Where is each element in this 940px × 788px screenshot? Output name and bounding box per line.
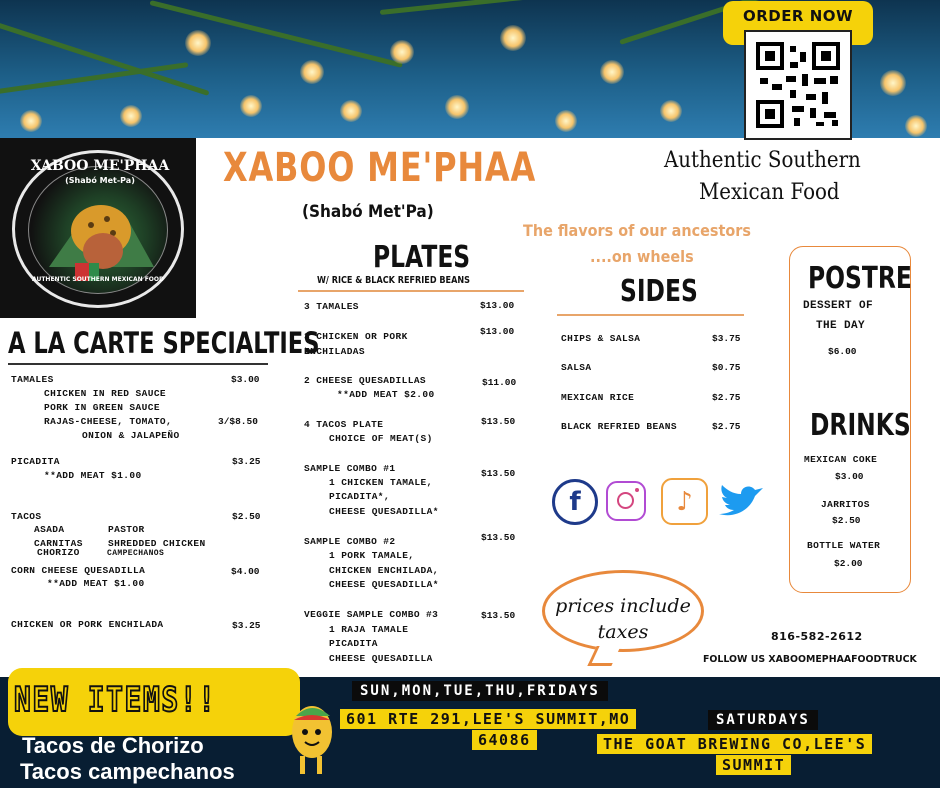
plate-item: SAMPLE COMBO #1 <box>304 463 396 474</box>
tiktok-icon[interactable]: ♪ <box>661 478 708 525</box>
prices-note-line2: taxes <box>597 621 649 643</box>
taco-option: CAMPECHANOS <box>107 549 165 558</box>
logo-subname: (Shabó Met-Pa) <box>65 176 135 185</box>
taco-option: CARNITAS <box>34 538 83 549</box>
string-light <box>660 100 682 122</box>
string-light <box>880 70 906 96</box>
plate-subitem: CHOICE OF MEAT(S) <box>329 433 433 444</box>
plates-divider <box>298 290 524 292</box>
drink-price: $2.00 <box>834 558 863 569</box>
plate-price: $13.50 <box>481 468 516 479</box>
side-item: MEXICAN RICE <box>561 392 635 403</box>
phone-number[interactable]: 816-582-2612 <box>771 630 863 643</box>
string-light <box>600 60 624 84</box>
postre-price: $6.00 <box>828 346 857 357</box>
taco-option: SHREDDED CHICKEN <box>108 538 206 549</box>
drink-item: BOTTLE WATER <box>807 540 881 551</box>
plate-subitem: PICADITA <box>329 638 378 649</box>
plate-subitem: CHEESE QUESADILLA <box>329 653 433 664</box>
plate-item: SAMPLE COMBO #2 <box>304 536 396 547</box>
plate-price: $13.50 <box>481 416 516 427</box>
plate-price: $13.50 <box>481 610 516 621</box>
menu-price-enchilada: $3.25 <box>232 620 261 631</box>
brand-tagline-line2: Mexican Food <box>699 180 840 205</box>
menu-item-enchilada: CHICKEN OR PORK ENCHILADA <box>11 619 164 630</box>
brand-title: XABOO ME'PHAA <box>223 145 537 191</box>
new-items-label: NEW ITEMS!! <box>14 680 217 720</box>
follow-us-text: FOLLOW US XABOOMEPHAAFOODTRUCK <box>703 654 917 665</box>
prices-note-line1: prices include <box>555 595 691 617</box>
string-light <box>445 95 469 119</box>
plate-subitem: 1 RAJA TAMALE <box>329 624 409 635</box>
drink-price: $3.00 <box>835 471 864 482</box>
string-light <box>185 30 211 56</box>
side-price: $2.75 <box>712 421 741 432</box>
plate-item: VEGGIE SAMPLE COMBO #3 <box>304 609 439 620</box>
plate-subitem: CHICKEN ENCHILADA, <box>329 565 439 576</box>
string-light <box>555 110 577 132</box>
side-price: $2.75 <box>712 392 741 403</box>
side-item: SALSA <box>561 362 592 373</box>
menu-price-picadita: $3.25 <box>232 456 261 467</box>
menu-subitem: PORK IN GREEN SAUCE <box>44 402 160 413</box>
string-light <box>340 100 362 122</box>
menu-subitem: CHICKEN IN RED SAUCE <box>44 388 167 399</box>
plate-price: $13.00 <box>480 326 515 337</box>
menu-item-tamales: TAMALES <box>11 374 54 385</box>
string-light <box>240 95 262 117</box>
string-light <box>390 40 414 64</box>
menu-item-picadita: PICADITA <box>11 456 60 467</box>
saturday-location-line1: THE GOAT BREWING CO,LEE'S <box>597 734 872 754</box>
saturday-label: SATURDAYS <box>708 710 818 730</box>
menu-subitem: **ADD MEAT $1.00 <box>44 470 142 481</box>
menu-item-tacos: TACOS <box>11 511 42 522</box>
postre-line2: THE DAY <box>816 320 866 332</box>
instagram-icon[interactable] <box>606 481 646 521</box>
alacarte-heading: A LA CARTE SPECIALTIES <box>8 326 320 360</box>
string-light <box>120 105 142 127</box>
weekday-address-line1: 601 RTE 291,LEE'S SUMMIT,MO <box>340 709 636 729</box>
plate-subitem: PICADITA*, <box>329 491 391 502</box>
taco-option: ASADA <box>34 524 65 535</box>
plate-item: 3 TAMALES <box>304 301 359 312</box>
menu-price-tamales: $3.00 <box>231 374 260 385</box>
sides-heading: SIDES <box>620 274 698 309</box>
plate-subitem: CHEESE QUESADILLA* <box>329 506 439 517</box>
drinks-heading: DRINKS <box>810 408 911 443</box>
plate-price: $11.00 <box>482 377 517 388</box>
plate-item: 4 TACOS PLATE <box>304 419 384 430</box>
plates-heading: PLATES <box>373 240 471 275</box>
logo-ring-text: AUTHENTIC SOUTHERN MEXICAN FOOD <box>32 276 164 283</box>
taco-option: PASTOR <box>108 524 145 535</box>
taco-mascot-icon <box>286 702 336 776</box>
qr-code-icon <box>746 32 850 138</box>
twitter-icon[interactable] <box>715 480 767 524</box>
sides-divider <box>557 314 744 316</box>
plate-item: 3 CHICKEN OR PORK <box>304 331 408 342</box>
plate-subitem: 1 PORK TAMALE, <box>329 550 415 561</box>
plate-subitem: **ADD MEAT $2.00 <box>337 389 435 400</box>
plate-subitem: CHEESE QUESADILLA* <box>329 579 439 590</box>
drink-price: $2.50 <box>832 515 861 526</box>
plate-price: $13.00 <box>480 300 515 311</box>
menu-subitem: RAJAS-CHEESE, TOMATO, <box>44 416 173 427</box>
instagram-lens-icon <box>617 492 634 509</box>
new-item-1: Tacos de Chorizo <box>22 733 204 758</box>
menu-subitem: ONION & JALAPEÑO <box>82 430 180 441</box>
new-item-2: Tacos campechanos <box>20 759 235 784</box>
postre-line1: DESSERT OF <box>803 300 874 312</box>
menu-price-tamales-bundle: 3/$8.50 <box>218 416 258 427</box>
plate-price: $13.50 <box>481 532 516 543</box>
string-light <box>500 25 526 51</box>
side-item: CHIPS & SALSA <box>561 333 641 344</box>
order-now-label: ORDER NOW <box>742 7 854 25</box>
plate-subitem: 1 CHICKEN TAMALE, <box>329 477 433 488</box>
brand-tagline-line1: Authentic Southern <box>664 148 861 173</box>
menu-price-corn-quesadilla: $4.00 <box>231 566 260 577</box>
logo-jaguar-warrior-image <box>28 166 168 294</box>
qr-code[interactable] <box>744 30 852 140</box>
drink-item: MEXICAN COKE <box>804 454 878 465</box>
drink-item: JARRITOS <box>821 499 870 510</box>
weekday-schedule: SUN,MON,TUE,THU,FRIDAYS <box>352 681 608 701</box>
postre-heading: POSTRE <box>808 261 912 296</box>
string-light <box>300 60 324 84</box>
plate-item: 2 CHEESE QUESADILLAS <box>304 375 427 386</box>
plate-item: ENCHILADAS <box>304 346 366 357</box>
menu-item-corn-quesadilla: CORN CHEESE QUESADILLA <box>11 565 146 576</box>
string-light <box>905 115 927 137</box>
side-price: $0.75 <box>712 362 741 373</box>
twitter-bird-icon <box>715 480 767 524</box>
brand-slogan-line1: The flavors of our ancestors <box>523 221 751 240</box>
instagram-dot-icon <box>635 488 639 492</box>
brand-subtitle: (Shabó Met'Pa) <box>302 202 434 222</box>
alacarte-divider <box>8 363 268 365</box>
side-price: $3.75 <box>712 333 741 344</box>
weekday-address-line2: 64086 <box>472 730 537 750</box>
side-item: BLACK REFRIED BEANS <box>561 421 677 432</box>
pine-branch <box>380 0 679 15</box>
brand-slogan-line2: ....on wheels <box>590 247 694 266</box>
logo-name: XABOO ME'PHAA <box>30 158 170 174</box>
string-light <box>20 110 42 132</box>
taco-mascot-image <box>286 702 336 776</box>
prices-note-bubble <box>542 570 704 652</box>
saturday-location-line2: SUMMIT <box>716 755 791 775</box>
menu-price-tacos: $2.50 <box>232 511 261 522</box>
plates-subheading: W/ RICE & BLACK REFRIED BEANS <box>317 275 470 286</box>
new-items-badge <box>8 668 300 736</box>
facebook-icon[interactable]: f <box>552 479 598 525</box>
menu-subitem: **ADD MEAT $1.00 <box>47 578 145 589</box>
taco-option: CHORIZO <box>37 547 80 558</box>
